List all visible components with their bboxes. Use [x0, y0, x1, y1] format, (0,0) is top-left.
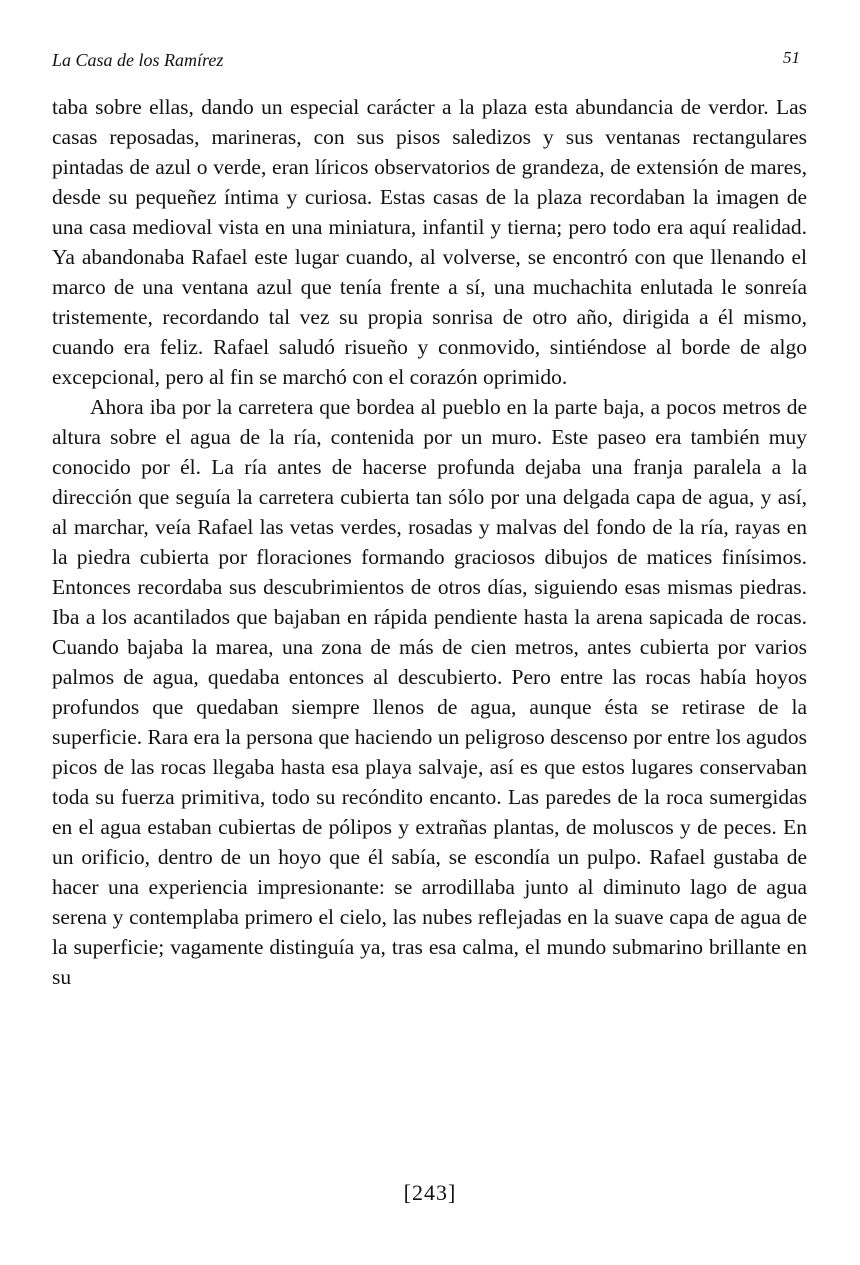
body-text [52, 92, 807, 992]
page-folio: [243] [403, 1180, 457, 1205]
running-title: La Casa de los Ramírez [52, 50, 224, 70]
paragraph: Ahora iba por la carretera que bordea al pueblo en la parte baja, a pocos metros de altura sobre el agua de la ría, contenida por un muro. Este paseo era también muy conocido por él. La ría antes de hacerse profunda dejaba una franja paralela a la dirección que seguía la carretera cubierta tan sólo por una delgada capa de agua, y así, al marchar, veía Rafael las vetas verdes, rosadas y malvas del fondo de la ría, rayas en la piedra cubierta por floraciones formando graciosos dibujos de matices finísimos. Entonces recordaba sus descubrimientos de otros días, siguiendo esas mismas piedras. Iba a los acantilados que bajaban en rápida pendiente hasta la arena sapicada de rocas. Cuando bajaba la marea, una zona de más de cien metros, antes cubierta por varios palmos de agua, quedaba entonces al descubierto. Pero entre las rocas había hoyos profundos que quedaban siempre llenos de agua, aunque ésta se retirase de la superficie. Rara era la persona que haciendo un peligroso descenso por entre los agudos picos de las rocas llegaba hasta esa playa salvaje, así es que estos lugares conservaban toda su fuerza primitiva, todo su recóndito encanto. Las paredes de la roca sumergidas en el agua estaban cubiertas de pólipos y extrañas plantas, de moluscos y de peces. En un orificio, dentro de un hoyo que él sabía, se escondía un pulpo. Rafael gustaba de hacer una experiencia impresionante: se arrodillaba junto al diminuto lago de agua serena y contemplaba primero el cielo, las nubes reflejadas en la suave capa de agua de la superficie; vagamente distinguía ya, tras esa calma, el mundo submarino brillante en su [52, 395, 807, 989]
paragraph: taba sobre ellas, dando un especial carácter a la plaza esta abundancia de verdor. Las casas reposadas, marineras, con sus pisos saledizos y sus ventanas rectangulares pintadas de azul o verde, eran líricos observatorios de grandeza, de extensión de mares, desde su pequeñez íntima y curiosa. Estas casas de la plaza recordaban la imagen de una casa medioval vista en una miniatura, infantil y tierna; pero todo era aquí realidad. Ya abandonaba Rafael este lugar cuando, al volverse, se encontró con que llenando el marco de una ventana azul que tenía frente a sí, una muchachita enlutada le sonreía tristemente, recordando tal vez su propia sonrisa de otro año, dirigida a él mismo, cuando era feliz. Rafael saludó risueño y conmovido, sintiéndose al borde de algo excepcional, pero al fin se marchó con el corazón oprimido. [52, 95, 807, 389]
page-number: 51 [783, 48, 800, 67]
page-header [52, 50, 800, 76]
